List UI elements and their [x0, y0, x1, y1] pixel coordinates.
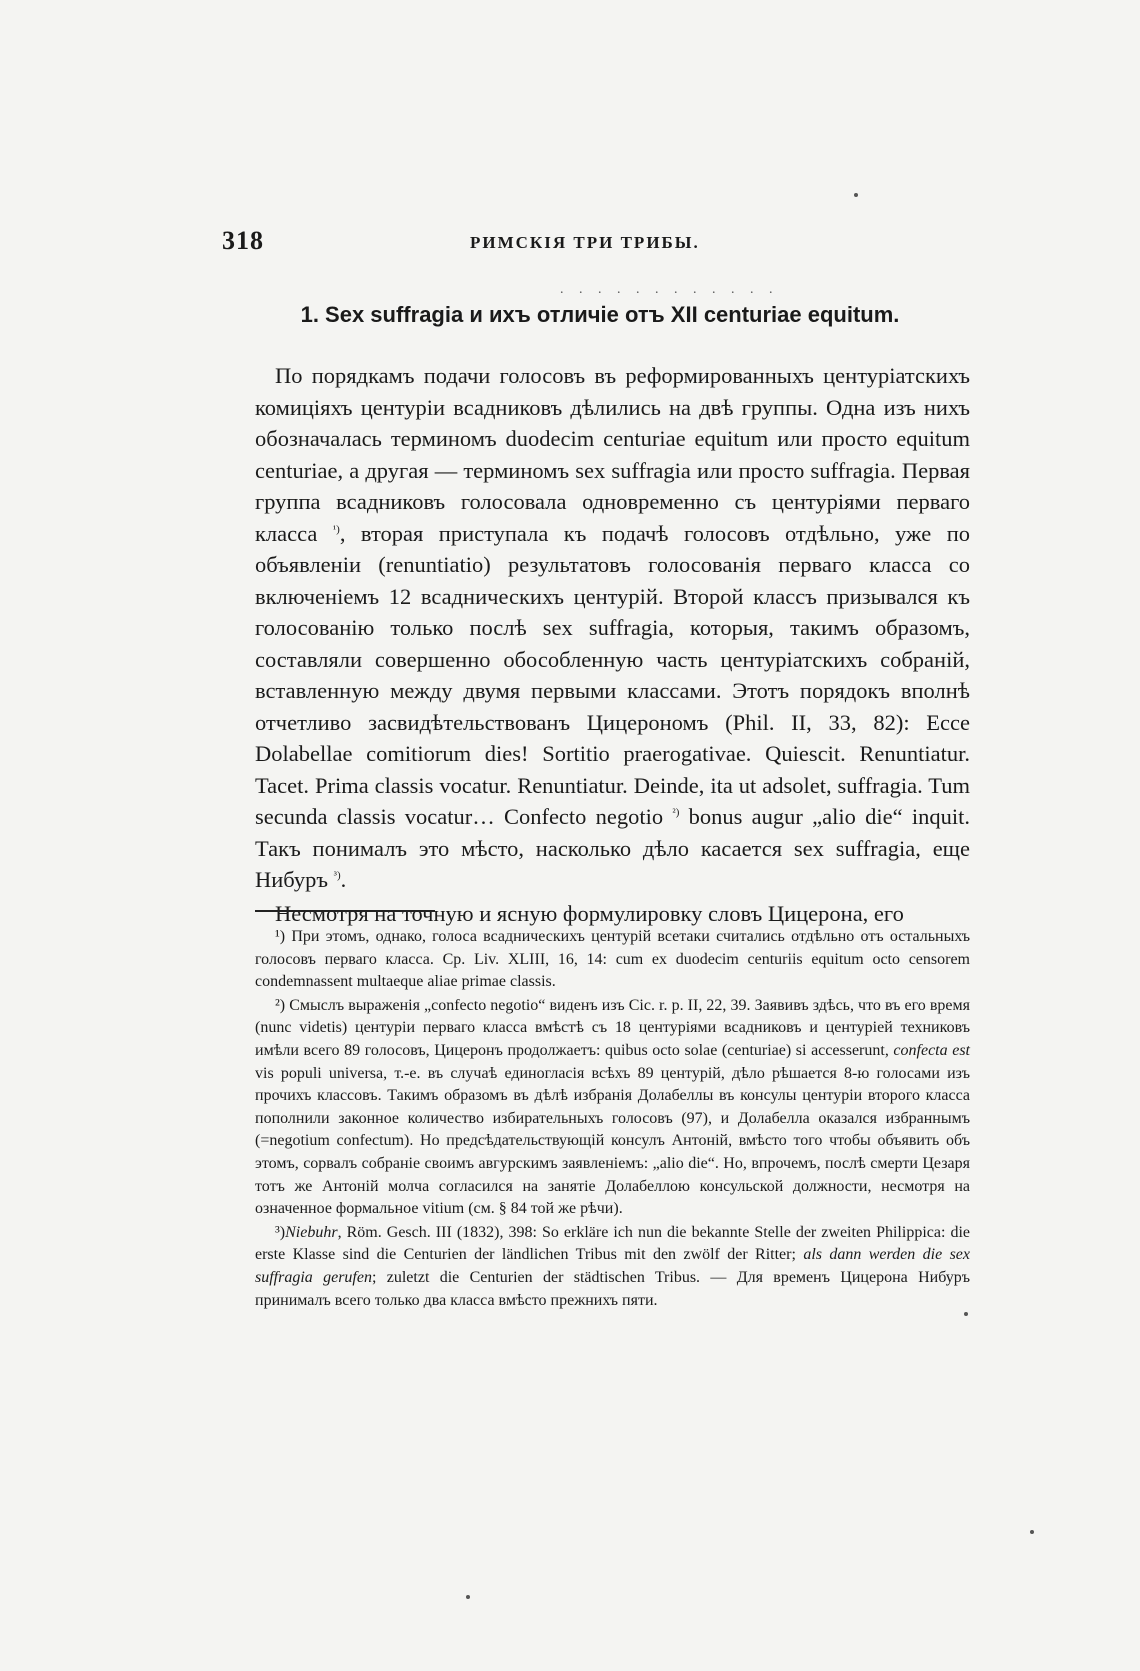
running-title: РИМСКІЯ ТРИ ТРИБЫ.	[470, 233, 700, 252]
print-specks: . . . . . . . . . . . .	[560, 282, 779, 297]
print-speck	[466, 1595, 470, 1599]
footnote-mark: ¹)	[275, 928, 286, 945]
page-number: 318	[222, 226, 264, 255]
paragraph	[255, 360, 970, 896]
text-run: bonus augur „alio die“ inquit. Такъ понималъ это мѣсто, насколько дѣло касается sex suffragia, еще Нибуръ	[255, 804, 970, 892]
footnote-ref: ¹)	[332, 523, 340, 535]
footnote-text: Смыслъ выраженія „confecto negotio“ виденъ изъ Cic. r. p. II, 22, 39. Заявивъ здѣсь, что въ его время (nunc videtis) центуріи перваго класса вмѣстѣ съ 18 центуріями всадниковъ и центуріей техниковъ имѣли всего 89 голосовъ, Цицеронъ продолжаетъ: quibus octo solae (centuriae) si accesserunt,	[255, 996, 970, 1059]
footnote-author: Niebuhr	[285, 1223, 338, 1241]
footnote-mark: ²)	[275, 996, 286, 1014]
footnote-ref: ³)	[333, 869, 341, 882]
footnote-italic: confecta est	[893, 1041, 970, 1059]
print-speck	[964, 1312, 968, 1316]
footnote-2	[255, 995, 970, 1221]
running-head	[220, 226, 980, 256]
text-run: .	[340, 867, 347, 892]
print-speck	[1030, 1530, 1034, 1534]
paragraph: Несмотря на точную и ясную формулировку словъ Цицерона, его	[275, 900, 904, 926]
footnote-ref: ²)	[672, 806, 680, 819]
footnote-text: При этомъ, однако, голоса всадническихъ центурій всетаки считались отдѣльно отъ остальныхъ голосовъ перваго класса. Cp. Liv. XLIII, 16, 14: cum ex duodecim centuriis equitum octo censorem condemnassent multaeque aliae primae classis.	[255, 928, 970, 991]
footnote-3	[255, 1222, 970, 1312]
main-text	[255, 360, 970, 929]
footnote-mark: ³)	[275, 1223, 286, 1241]
section-heading: 1. Sex suffragia и ихъ отличіе отъ XII centuriae equitum.	[300, 302, 900, 327]
footnote-1	[255, 926, 970, 994]
print-speck	[854, 193, 858, 197]
text-run: , вторая приступала къ подачѣ голосовъ отдѣльно, уже по объявленіи (renuntiatio) результатовъ голосованія перваго класса со включеніемъ 12 всадническихъ центурій. Второй классъ призывался къ голосованію только послѣ sex suffragia, которыя, такимъ образомъ, составляли совершенно обособленную часть центуріатскихъ собраній, вставленную между двумя первыми классами. Этотъ порядокъ вполнѣ отчетливо засвидѣтельствованъ Цицерономъ (Phil. II, 33, 82): Ecce Dolabellae comitiorum dies! Sortitio praerogativae. Quiescit. Renuntiatur. Tacet. Prima classis vocatur. Renuntiatur. Deinde, ita ut adsolet, suffragia. Tum secunda classis vocatur… Confecto negotio	[255, 520, 970, 829]
footnote-text: vis populi universa, т.-е. въ случаѣ единогласія всѣхъ 89 центурій, дѣло рѣшается 8-ю голосами изъ прочихъ классовъ. Такимъ образомъ въ дѣлѣ избранія Долабеллы въ консулы центуріи второго класса пополнили законное количество избирательныхъ голосовъ (97), и Долабелла оказался избраннымъ (=negotium confectum). Но предсѣдательствующій консулъ Антоній, вмѣсто того чтобы объявить объ этомъ, сорвалъ собраніе своимъ авгурскимъ заявленіемъ: „alio die“. Но, впрочемъ, послѣ смерти Цезаря тотъ же Антоній молча согласился на занятіе Долабеллою консульской должности, несмотря на означенное формальное vitium (см. § 84 той же рѣчи).	[255, 1064, 970, 1218]
text-run: По порядкамъ подачи голосовъ въ реформированныхъ центуріатскихъ комиціяхъ центуріи всадниковъ дѣлились на двѣ группы. Одна изъ нихъ обозначалась терминомъ duodecim centuriae equitum или просто equitum centuriae, а другая — терминомъ sex suffragia или просто suffragia. Первая группа всадниковъ голосовала одновременно съ центуріями перваго класса	[255, 363, 970, 546]
footnote-divider	[255, 910, 435, 912]
footnote-text: ; zuletzt die Centurien der städtischen Tribus. — Для временъ Цицерона Нибуръ принималъ всего только два класса вмѣсто прежнихъ пяти.	[255, 1268, 970, 1309]
footnote-text: , Röm. Gesch. III (1832), 398: So erkläre ich nun die bekannte Stelle der zweiten Philippica: die erste Klasse sind die Centurien der ländlichen Tribus mit den zwölf der Ritter;	[255, 1223, 970, 1264]
footnote-italic: als dann werden die sex suffragia gerufen	[255, 1246, 971, 1286]
footnotes	[255, 926, 970, 1313]
